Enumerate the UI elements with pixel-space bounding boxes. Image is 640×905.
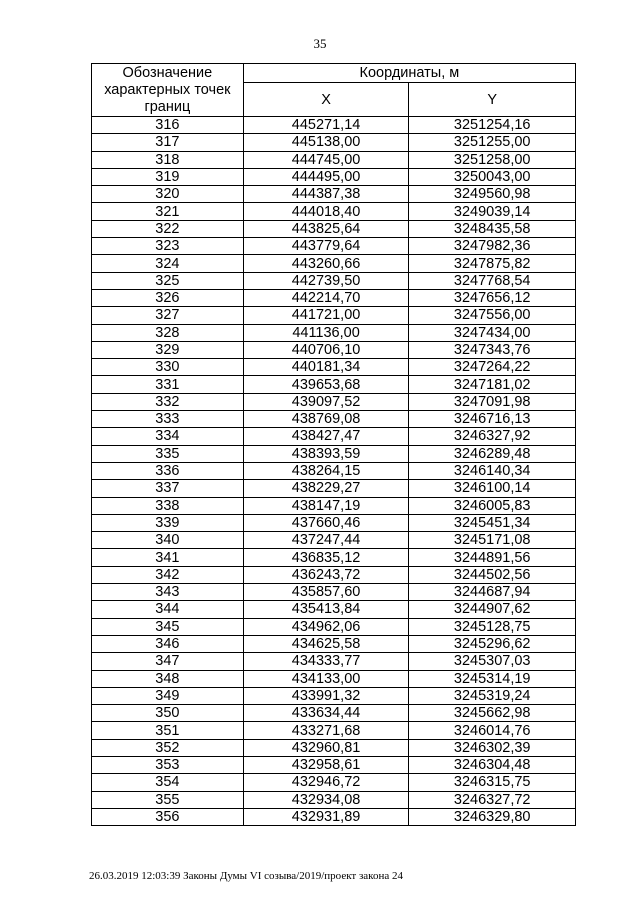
point-number-cell: 334	[92, 428, 244, 445]
y-coordinate-cell: 3249039,14	[409, 203, 576, 220]
point-number-cell: 339	[92, 514, 244, 531]
point-number-cell: 328	[92, 324, 244, 341]
table-row	[92, 289, 576, 306]
header-designation: Обозначение характерных точек границ	[92, 64, 244, 117]
y-coordinate-cell: 3247264,22	[409, 359, 576, 376]
point-number-cell: 349	[92, 687, 244, 704]
x-coordinate-cell: 439097,52	[243, 393, 409, 410]
x-coordinate-cell: 432934,08	[243, 791, 409, 808]
x-coordinate-cell: 432960,81	[243, 739, 409, 756]
y-coordinate-cell: 3246289,48	[409, 445, 576, 462]
table-row	[92, 238, 576, 255]
point-number-cell: 347	[92, 653, 244, 670]
table-row	[92, 393, 576, 410]
x-coordinate-cell: 435857,60	[243, 584, 409, 601]
point-number-cell: 332	[92, 393, 244, 410]
y-coordinate-cell: 3247875,82	[409, 255, 576, 272]
table-row	[92, 601, 576, 618]
y-coordinate-cell: 3245307,03	[409, 653, 576, 670]
x-coordinate-cell: 443825,64	[243, 220, 409, 237]
point-number-cell: 351	[92, 722, 244, 739]
x-coordinate-cell: 437247,44	[243, 532, 409, 549]
table-row	[92, 532, 576, 549]
table-row	[92, 272, 576, 289]
point-number-cell: 319	[92, 168, 244, 185]
table-row	[92, 376, 576, 393]
table-row	[92, 497, 576, 514]
table-row	[92, 549, 576, 566]
point-number-cell: 316	[92, 117, 244, 134]
x-coordinate-cell: 433271,68	[243, 722, 409, 739]
x-coordinate-cell: 438769,08	[243, 411, 409, 428]
x-coordinate-cell: 436835,12	[243, 549, 409, 566]
y-coordinate-cell: 3251254,16	[409, 117, 576, 134]
x-coordinate-cell: 441721,00	[243, 307, 409, 324]
y-coordinate-cell: 3244907,62	[409, 601, 576, 618]
y-coordinate-cell: 3246014,76	[409, 722, 576, 739]
table-body	[92, 117, 576, 826]
point-number-cell: 333	[92, 411, 244, 428]
x-coordinate-cell: 438393,59	[243, 445, 409, 462]
x-coordinate-cell: 438427,47	[243, 428, 409, 445]
table-row	[92, 722, 576, 739]
table-row	[92, 756, 576, 773]
x-coordinate-cell: 437660,46	[243, 514, 409, 531]
table-row	[92, 808, 576, 825]
header-x: X	[243, 83, 409, 117]
table-row	[92, 134, 576, 151]
y-coordinate-cell: 3251258,00	[409, 151, 576, 168]
x-coordinate-cell: 435413,84	[243, 601, 409, 618]
y-coordinate-cell: 3245296,62	[409, 635, 576, 652]
x-coordinate-cell: 438264,15	[243, 462, 409, 479]
table-row	[92, 324, 576, 341]
y-coordinate-cell: 3245319,24	[409, 687, 576, 704]
table-header	[92, 64, 576, 117]
y-coordinate-cell: 3246302,39	[409, 739, 576, 756]
x-coordinate-cell: 440706,10	[243, 341, 409, 358]
table-row	[92, 584, 576, 601]
table-row	[92, 445, 576, 462]
table-row	[92, 359, 576, 376]
y-coordinate-cell: 3245314,19	[409, 670, 576, 687]
table-row	[92, 687, 576, 704]
y-coordinate-cell: 3246315,75	[409, 774, 576, 791]
header-coordinates: Координаты, м	[243, 64, 575, 83]
y-coordinate-cell: 3244502,56	[409, 566, 576, 583]
y-coordinate-cell: 3246327,72	[409, 791, 576, 808]
table-row	[92, 566, 576, 583]
x-coordinate-cell: 432958,61	[243, 756, 409, 773]
point-number-cell: 322	[92, 220, 244, 237]
y-coordinate-cell: 3246100,14	[409, 480, 576, 497]
y-coordinate-cell: 3249560,98	[409, 186, 576, 203]
x-coordinate-cell: 442214,70	[243, 289, 409, 306]
coordinates-table	[91, 63, 576, 826]
point-number-cell: 343	[92, 584, 244, 601]
x-coordinate-cell: 432931,89	[243, 808, 409, 825]
point-number-cell: 344	[92, 601, 244, 618]
table-row	[92, 739, 576, 756]
x-coordinate-cell: 444495,00	[243, 168, 409, 185]
header-y: Y	[409, 83, 576, 117]
table-row	[92, 774, 576, 791]
y-coordinate-cell: 3245128,75	[409, 618, 576, 635]
y-coordinate-cell: 3251255,00	[409, 134, 576, 151]
point-number-cell: 335	[92, 445, 244, 462]
x-coordinate-cell: 438229,27	[243, 480, 409, 497]
point-number-cell: 338	[92, 497, 244, 514]
x-coordinate-cell: 442739,50	[243, 272, 409, 289]
x-coordinate-cell: 440181,34	[243, 359, 409, 376]
table-row	[92, 203, 576, 220]
point-number-cell: 353	[92, 756, 244, 773]
table-row	[92, 791, 576, 808]
y-coordinate-cell: 3247768,54	[409, 272, 576, 289]
y-coordinate-cell: 3247091,98	[409, 393, 576, 410]
point-number-cell: 324	[92, 255, 244, 272]
table-row	[92, 514, 576, 531]
y-coordinate-cell: 3245662,98	[409, 705, 576, 722]
table-row	[92, 635, 576, 652]
table-row	[92, 705, 576, 722]
point-number-cell: 330	[92, 359, 244, 376]
y-coordinate-cell: 3246140,34	[409, 462, 576, 479]
point-number-cell: 352	[92, 739, 244, 756]
x-coordinate-cell: 444387,38	[243, 186, 409, 203]
y-coordinate-cell: 3250043,00	[409, 168, 576, 185]
table-row	[92, 480, 576, 497]
point-number-cell: 326	[92, 289, 244, 306]
y-coordinate-cell: 3246304,48	[409, 756, 576, 773]
x-coordinate-cell: 444745,00	[243, 151, 409, 168]
point-number-cell: 329	[92, 341, 244, 358]
y-coordinate-cell: 3247656,12	[409, 289, 576, 306]
y-coordinate-cell: 3247982,36	[409, 238, 576, 255]
y-coordinate-cell: 3246716,13	[409, 411, 576, 428]
point-number-cell: 321	[92, 203, 244, 220]
y-coordinate-cell: 3244891,56	[409, 549, 576, 566]
point-number-cell: 337	[92, 480, 244, 497]
point-number-cell: 340	[92, 532, 244, 549]
x-coordinate-cell: 441136,00	[243, 324, 409, 341]
x-coordinate-cell: 444018,40	[243, 203, 409, 220]
table-row	[92, 411, 576, 428]
point-number-cell: 341	[92, 549, 244, 566]
y-coordinate-cell: 3247181,02	[409, 376, 576, 393]
x-coordinate-cell: 433634,44	[243, 705, 409, 722]
x-coordinate-cell: 434625,58	[243, 635, 409, 652]
point-number-cell: 320	[92, 186, 244, 203]
x-coordinate-cell: 432946,72	[243, 774, 409, 791]
point-number-cell: 356	[92, 808, 244, 825]
x-coordinate-cell: 438147,19	[243, 497, 409, 514]
y-coordinate-cell: 3247556,00	[409, 307, 576, 324]
table-row	[92, 220, 576, 237]
point-number-cell: 346	[92, 635, 244, 652]
x-coordinate-cell: 445138,00	[243, 134, 409, 151]
x-coordinate-cell: 443779,64	[243, 238, 409, 255]
y-coordinate-cell: 3248435,58	[409, 220, 576, 237]
table-row	[92, 168, 576, 185]
point-number-cell: 317	[92, 134, 244, 151]
x-coordinate-cell: 434133,00	[243, 670, 409, 687]
point-number-cell: 325	[92, 272, 244, 289]
footer-metadata: 26.03.2019 12:03:39 Законы Думы VI созыва/2019/проект закона 24	[89, 870, 403, 882]
x-coordinate-cell: 433991,32	[243, 687, 409, 704]
point-number-cell: 323	[92, 238, 244, 255]
point-number-cell: 354	[92, 774, 244, 791]
table-row	[92, 670, 576, 687]
y-coordinate-cell: 3244687,94	[409, 584, 576, 601]
table-row	[92, 462, 576, 479]
point-number-cell: 345	[92, 618, 244, 635]
table-row	[92, 186, 576, 203]
y-coordinate-cell: 3247343,76	[409, 341, 576, 358]
point-number-cell: 331	[92, 376, 244, 393]
table-row	[92, 117, 576, 134]
x-coordinate-cell: 436243,72	[243, 566, 409, 583]
y-coordinate-cell: 3246329,80	[409, 808, 576, 825]
y-coordinate-cell: 3245171,08	[409, 532, 576, 549]
x-coordinate-cell: 443260,66	[243, 255, 409, 272]
y-coordinate-cell: 3246005,83	[409, 497, 576, 514]
y-coordinate-cell: 3247434,00	[409, 324, 576, 341]
table-row	[92, 618, 576, 635]
x-coordinate-cell: 445271,14	[243, 117, 409, 134]
table-row	[92, 255, 576, 272]
point-number-cell: 350	[92, 705, 244, 722]
table-row	[92, 151, 576, 168]
point-number-cell: 327	[92, 307, 244, 324]
y-coordinate-cell: 3246327,92	[409, 428, 576, 445]
table-row	[92, 653, 576, 670]
point-number-cell: 336	[92, 462, 244, 479]
point-number-cell: 342	[92, 566, 244, 583]
x-coordinate-cell: 434962,06	[243, 618, 409, 635]
point-number-cell: 355	[92, 791, 244, 808]
x-coordinate-cell: 434333,77	[243, 653, 409, 670]
point-number-cell: 348	[92, 670, 244, 687]
table-row	[92, 307, 576, 324]
point-number-cell: 318	[92, 151, 244, 168]
page-number: 35	[313, 36, 327, 51]
table-row	[92, 341, 576, 358]
y-coordinate-cell: 3245451,34	[409, 514, 576, 531]
x-coordinate-cell: 439653,68	[243, 376, 409, 393]
table-row	[92, 428, 576, 445]
